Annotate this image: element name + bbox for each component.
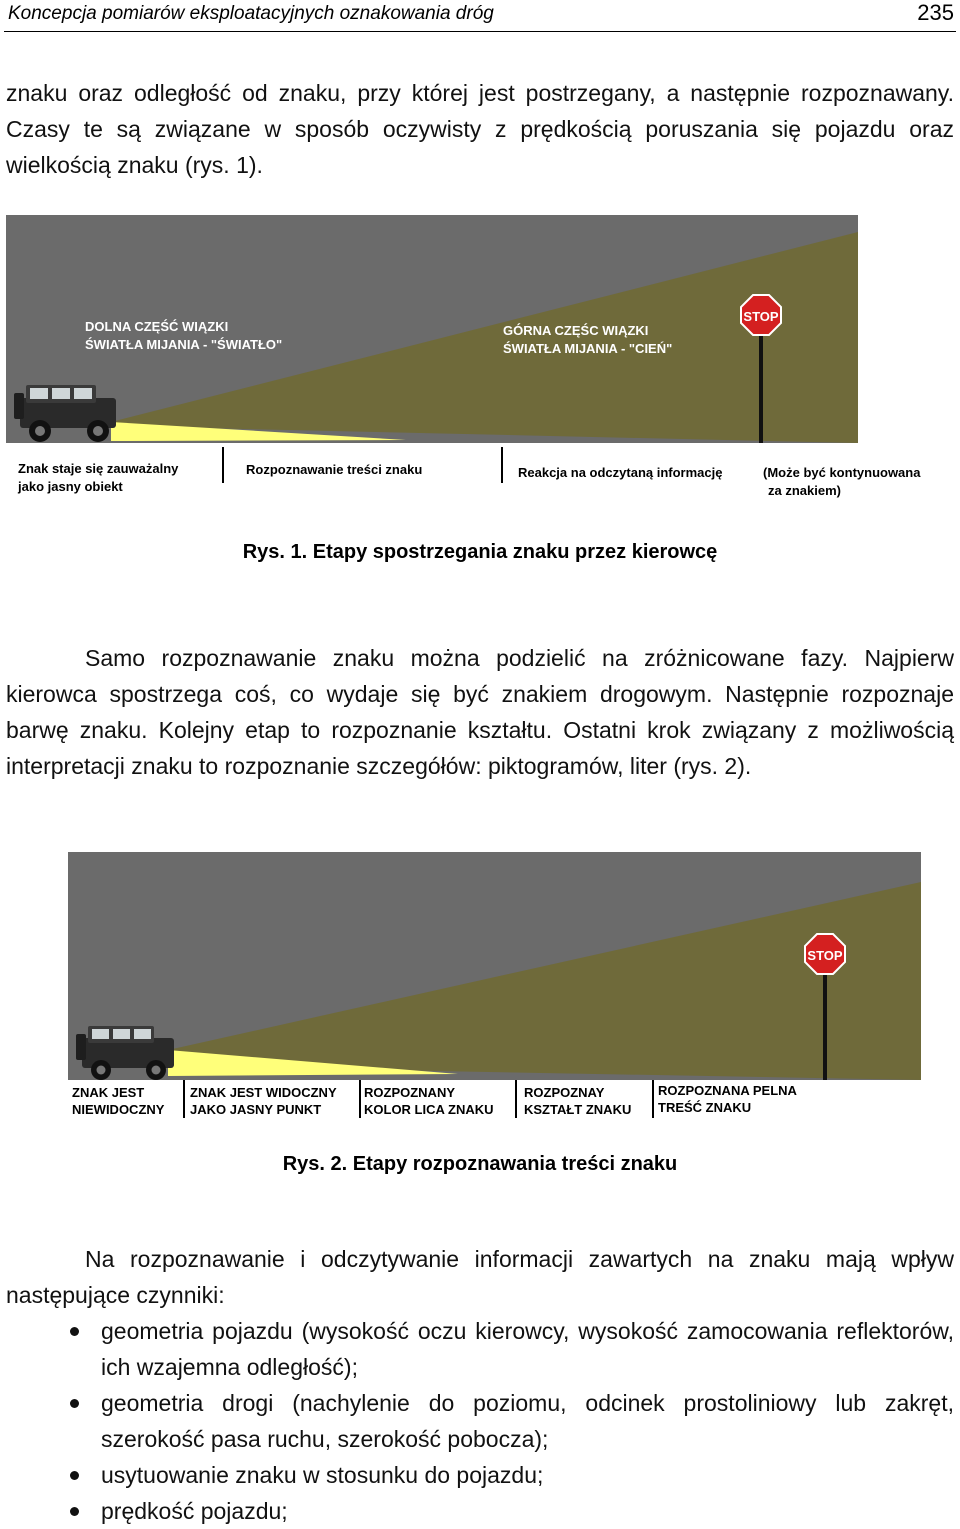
figure1-stage4-line1: (Może być kontynuowana <box>763 465 921 480</box>
list-item-text: usytuowanie znaku w stosunku do pojazdu; <box>101 1462 544 1488</box>
figure1-stage4-line2: za znakiem) <box>768 483 841 498</box>
paragraph-intro: znaku oraz odległość od znaku, przy której jest postrzegany, a następnie rozpoznawany. Czasy te są związane w sposób oczywisty z prędkością poruszania się pojazdu oraz wielkością znaku (rys. 1). <box>6 80 954 178</box>
figure-1 <box>6 215 956 505</box>
paragraph-factors-intro: Na rozpoznawanie i odczytywanie informacji zawartych na znaku mają wpływ następujące czynniki: <box>6 1246 954 1308</box>
figure2-stage2-line1: ZNAK JEST WIDOCZNY <box>190 1085 337 1100</box>
figure2-caption: Rys. 2. Etapy rozpoznawania treści znaku <box>282 1153 678 1175</box>
figure2-sign-text: STOP <box>807 948 843 963</box>
figure1-label-upper-beam-line2: ŚWIATŁA MIJANIA - "CIEŃ" <box>503 341 673 356</box>
figure2-stage1-line2: NIEWIDOCZNY <box>72 1102 165 1117</box>
figure1-stage2: Rozpoznawanie treści znaku <box>246 462 423 477</box>
figure1-stage3: Reakcja na odczytaną informację <box>518 465 723 480</box>
figure1-label-lower-beam-line2: ŚWIATŁA MIJANIA - "ŚWIATŁO" <box>85 337 283 352</box>
list-item-text: geometria drogi (nachylenie do poziomu, odcinek prostoliniowy lub zakręt, szerokość pasa ruchu, szerokość pobocza); <box>101 1390 954 1452</box>
list-item <box>0 1457 960 1493</box>
list-item-text: prędkość pojazdu; <box>101 1498 288 1524</box>
bullet-icon <box>70 1471 79 1480</box>
list-item <box>0 1493 960 1529</box>
figure2-stage5-line1: ROZPOZNANA PELNA <box>658 1083 797 1098</box>
figure1-label-lower-beam-line1: DOLNA CZĘŚĆ WIĄZKI <box>85 319 229 334</box>
figure2-stage1-line1: ZNAK JEST <box>72 1085 145 1100</box>
list-item-text: geometria pojazdu (wysokość oczu kierowcy, wysokość zamocowania reflektorów, ich wzajemna odległość); <box>101 1318 954 1380</box>
page-number: 235 <box>917 0 954 25</box>
bullet-icon <box>70 1327 79 1336</box>
figure1-label-upper-beam-line1: GÓRNA CZĘŚC WIĄZKI <box>503 323 649 338</box>
figure1-stage1-line1: Znak staje się zauważalny <box>18 461 179 476</box>
list-item <box>0 1385 960 1457</box>
header-divider <box>4 31 956 32</box>
figure2-stage4-line1: ROZPOZNAY <box>524 1085 605 1100</box>
list-item <box>0 1313 960 1385</box>
figure2-stage3-line2: KOLOR LICA ZNAKU <box>364 1102 494 1117</box>
running-header-title: Koncepcja pomiarów eksploatacyjnych oznakowania dróg <box>8 3 494 24</box>
figure1-caption: Rys. 1. Etapy spostrzegania znaku przez kierowcę <box>242 541 718 563</box>
figure-2 <box>68 852 924 1122</box>
factors-list <box>0 1313 960 1529</box>
bullet-icon <box>70 1507 79 1516</box>
figure1-sign-text: STOP <box>743 309 779 324</box>
figure2-stage3-line1: ROZPOZNANY <box>364 1085 455 1100</box>
figure2-stage5-line2: TREŚĆ ZNAKU <box>658 1100 752 1115</box>
figure1-stage1-line2: jako jasny obiekt <box>18 479 123 494</box>
figure2-stage4-line2: KSZTAŁT ZNAKU <box>524 1102 632 1117</box>
paragraph-recognition-phases: Samo rozpoznawanie znaku można podzielić na zróżnicowane fazy. Najpierw kierowca spostrzega coś, co wydaje się być znakiem drogowym. Następnie rozpoznaje barwę znaku. Kolejny etap to rozpoznanie kształtu. Ostatni krok związany z możliwością interpretacji znaku to rozpoznanie szczegółów: piktogramów, liter (rys. 2). <box>6 645 954 779</box>
bullet-icon <box>70 1399 79 1408</box>
figure2-stage2-line2: JAKO JASNY PUNKT <box>190 1102 322 1117</box>
